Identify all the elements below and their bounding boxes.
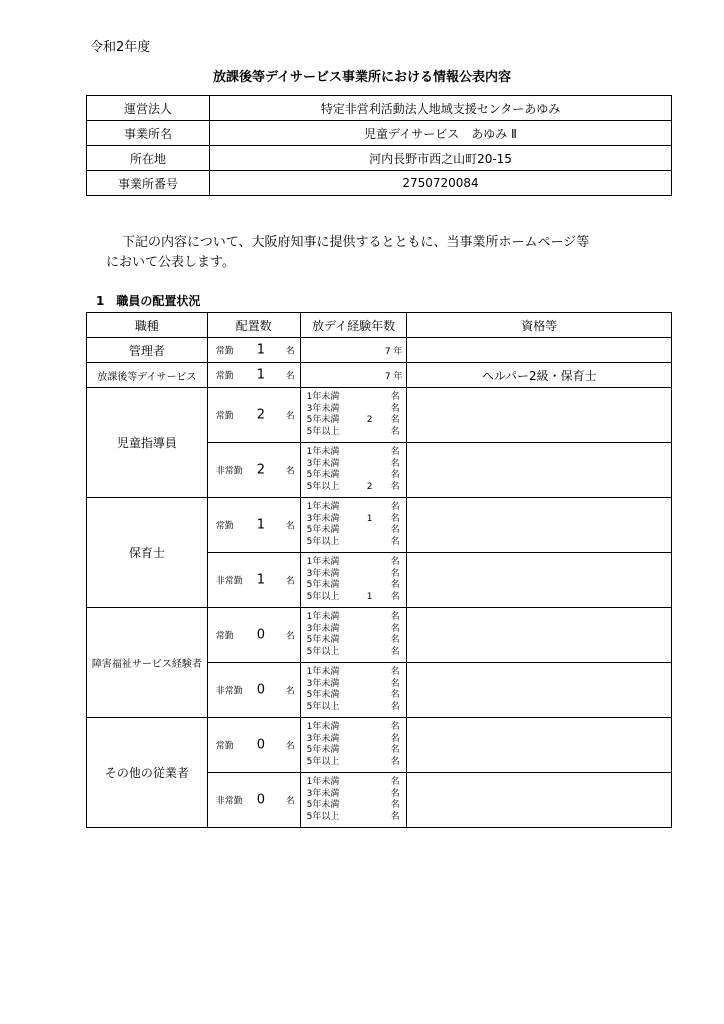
info-key: 事業所番号 [87, 171, 210, 196]
count-cell [207, 443, 300, 498]
role-cell: 放課後等デイサービス [87, 363, 208, 388]
bracket-label: 3年未満 [306, 733, 340, 744]
years-breakdown-cell [300, 443, 407, 498]
bracket-line [305, 404, 403, 416]
bracket-line [305, 415, 403, 427]
bracket-unit: 名 [390, 811, 400, 822]
bracket-unit: 名 [390, 635, 400, 645]
bracket-unit: 名 [390, 612, 400, 622]
count-unit: 名 [285, 346, 295, 357]
staff-table [86, 312, 672, 828]
bracket-label: 5年未満 [306, 800, 340, 810]
count-cell [207, 553, 300, 608]
bracket-label: 5年未満 [306, 525, 340, 535]
info-key: 運営法人 [87, 96, 210, 121]
info-key: 所在地 [87, 146, 210, 171]
bracket-label: 5年以上 [306, 426, 340, 437]
staff-count: 0 [256, 682, 266, 698]
header-cell: 職種 [87, 313, 208, 338]
employment-type: 常勤 [215, 346, 234, 357]
bracket-line [305, 537, 403, 549]
employment-type: 非常勤 [215, 796, 243, 807]
document-title: 放課後等デイサービス事業所における情報公表内容 [212, 70, 512, 85]
bracket-line [305, 592, 403, 604]
count-unit: 名 [285, 631, 295, 642]
employment-type: 常勤 [215, 631, 234, 642]
header-cell: 資格等 [407, 313, 672, 338]
staff-row-service [87, 363, 672, 388]
bracket-unit: 名 [390, 536, 400, 547]
staff-subrow-full [87, 718, 672, 773]
bracket-unit: 名 [390, 447, 400, 457]
employment-type: 非常勤 [215, 466, 243, 477]
bracket-line [305, 557, 403, 569]
bracket-label: 5年未満 [306, 470, 340, 480]
bracket-label: 5年以上 [306, 701, 340, 712]
employment-type: 常勤 [215, 411, 234, 422]
intro-line-2: において公表します。 [106, 255, 235, 270]
bracket-unit: 名 [390, 756, 400, 767]
bracket-unit: 名 [390, 568, 400, 579]
staff-subrow-full [87, 608, 672, 663]
staff-count: 1 [256, 367, 266, 383]
bracket-line [305, 745, 403, 757]
bracket-line [305, 647, 403, 659]
count-unit: 名 [285, 686, 295, 697]
bracket-label: 5年以上 [306, 591, 340, 602]
bracket-count: 2 [366, 481, 373, 492]
bracket-unit: 名 [390, 580, 400, 590]
bracket-unit: 名 [390, 667, 400, 677]
bracket-label: 1年未満 [306, 557, 340, 567]
staff-subrow-full [87, 498, 672, 553]
years-breakdown-cell [300, 718, 407, 773]
bracket-line [305, 624, 403, 636]
role-cell: その他の従業者 [87, 718, 208, 828]
bracket-line [305, 777, 403, 789]
info-value: 特定非営利活動法人地域支援センターあゆみ [210, 96, 672, 121]
bracket-label: 5年未満 [306, 690, 340, 700]
bracket-line [305, 514, 403, 526]
qualification-cell: ヘルパー2級・保育士 [407, 363, 672, 388]
bracket-label: 3年未満 [306, 788, 340, 799]
bracket-unit: 名 [390, 788, 400, 799]
bracket-label: 5年未満 [306, 745, 340, 755]
count-unit: 名 [285, 576, 295, 587]
bracket-line [305, 459, 403, 471]
bracket-unit: 名 [390, 745, 400, 755]
count-unit: 名 [285, 411, 295, 422]
header-cell: 配置数 [207, 313, 300, 338]
qualification-cell [407, 773, 672, 828]
bracket-unit: 名 [390, 470, 400, 480]
bracket-unit: 名 [390, 458, 400, 469]
bracket-line [305, 722, 403, 734]
bracket-label: 3年未満 [306, 513, 340, 524]
bracket-label: 1年未満 [306, 612, 340, 622]
info-row-facility-number [87, 171, 672, 196]
bracket-line [305, 502, 403, 514]
info-row-corporation [87, 96, 672, 121]
bracket-label: 5年以上 [306, 536, 340, 547]
employment-type: 常勤 [215, 371, 234, 382]
role-cell: 保育士 [87, 498, 208, 608]
years-breakdown-cell [300, 663, 407, 718]
bracket-unit: 名 [390, 513, 400, 524]
employment-type: 非常勤 [215, 686, 243, 697]
count-cell [207, 388, 300, 443]
header-cell: 放デイ経験年数 [300, 313, 407, 338]
years-unit: 年 [393, 346, 403, 357]
bracket-unit: 名 [390, 690, 400, 700]
bracket-label: 1年未満 [306, 777, 340, 787]
qualification-cell [407, 498, 672, 553]
bracket-line [305, 757, 403, 769]
qualification-cell [407, 608, 672, 663]
staff-count: 1 [256, 342, 266, 358]
bracket-label: 3年未満 [306, 568, 340, 579]
qualification-cell [407, 388, 672, 443]
bracket-line [305, 427, 403, 439]
bracket-line [305, 690, 403, 702]
staff-count: 1 [256, 517, 266, 533]
bracket-label: 1年未満 [306, 392, 340, 402]
bracket-label: 5年以上 [306, 646, 340, 657]
facility-info-table [86, 95, 672, 196]
role-cell: 障害福祉サービス経験者 [87, 608, 208, 718]
bracket-label: 5年未満 [306, 580, 340, 590]
staff-count: 2 [256, 407, 266, 423]
staff-count: 0 [256, 737, 266, 753]
info-row-address [87, 146, 672, 171]
staff-count: 1 [256, 572, 266, 588]
bracket-unit: 名 [390, 722, 400, 732]
bracket-line [305, 635, 403, 647]
intro-line-1: 下記の内容について、大阪府知事に提供するとともに、当事業所ホームページ等 [122, 235, 590, 250]
staff-count: 0 [256, 792, 266, 808]
role-cell: 児童指導員 [87, 388, 208, 498]
staff-header-row [87, 313, 672, 338]
count-cell [207, 338, 300, 363]
info-value: 河内長野市西之山町20-15 [210, 146, 672, 171]
years-value: 7 [384, 346, 391, 357]
years-cell [300, 338, 407, 363]
bracket-unit: 名 [390, 392, 400, 402]
years-cell [300, 363, 407, 388]
bracket-label: 1年未満 [306, 447, 340, 457]
bracket-unit: 名 [390, 800, 400, 810]
bracket-count: 1 [366, 591, 373, 602]
bracket-label: 5年以上 [306, 481, 340, 492]
bracket-line [305, 525, 403, 537]
section-heading-staff: 1 職員の配置状況 [96, 294, 201, 308]
employment-type: 非常勤 [215, 576, 243, 587]
bracket-label: 1年未満 [306, 667, 340, 677]
bracket-unit: 名 [390, 525, 400, 535]
qualification-cell [407, 718, 672, 773]
info-key: 事業所名 [87, 121, 210, 146]
bracket-line [305, 702, 403, 714]
bracket-label: 3年未満 [306, 623, 340, 634]
bracket-line [305, 667, 403, 679]
years-breakdown-cell [300, 608, 407, 663]
bracket-line [305, 612, 403, 624]
years-unit: 年 [393, 371, 403, 382]
count-cell [207, 663, 300, 718]
bracket-unit: 名 [390, 678, 400, 689]
count-unit: 名 [285, 466, 295, 477]
bracket-label: 1年未満 [306, 722, 340, 732]
qualification-cell [407, 553, 672, 608]
bracket-line [305, 800, 403, 812]
fiscal-year-label: 令和2年度 [90, 40, 151, 55]
info-value: 2750720084 [210, 171, 672, 196]
years-breakdown-cell [300, 498, 407, 553]
count-cell [207, 363, 300, 388]
years-breakdown-cell [300, 553, 407, 608]
staff-count: 2 [256, 462, 266, 478]
bracket-line [305, 569, 403, 581]
count-cell [207, 773, 300, 828]
bracket-label: 1年未満 [306, 502, 340, 512]
years-breakdown-cell [300, 388, 407, 443]
bracket-line [305, 447, 403, 459]
bracket-line [305, 789, 403, 801]
info-value: 児童デイサービス あゆみ Ⅱ [210, 121, 672, 146]
intro-paragraph [106, 233, 672, 273]
bracket-unit: 名 [390, 701, 400, 712]
bracket-unit: 名 [390, 481, 400, 492]
bracket-line [305, 679, 403, 691]
bracket-unit: 名 [390, 591, 400, 602]
qualification-cell [407, 338, 672, 363]
bracket-label: 5年未満 [306, 635, 340, 645]
employment-type: 常勤 [215, 521, 234, 532]
bracket-count: 2 [366, 415, 373, 425]
bracket-unit: 名 [390, 403, 400, 414]
bracket-label: 3年未満 [306, 403, 340, 414]
role-cell: 管理者 [87, 338, 208, 363]
bracket-line [305, 392, 403, 404]
bracket-unit: 名 [390, 777, 400, 787]
bracket-label: 5年以上 [306, 811, 340, 822]
info-row-facility-name [87, 121, 672, 146]
bracket-unit: 名 [390, 733, 400, 744]
employment-type: 常勤 [215, 741, 234, 752]
bracket-label: 3年未満 [306, 458, 340, 469]
bracket-unit: 名 [390, 557, 400, 567]
count-cell [207, 498, 300, 553]
bracket-line [305, 734, 403, 746]
bracket-line [305, 580, 403, 592]
bracket-label: 5年以上 [306, 756, 340, 767]
bracket-line [305, 470, 403, 482]
count-cell [207, 718, 300, 773]
count-unit: 名 [285, 796, 295, 807]
years-breakdown-cell [300, 773, 407, 828]
staff-count: 0 [256, 627, 266, 643]
count-unit: 名 [285, 521, 295, 532]
bracket-label: 3年未満 [306, 678, 340, 689]
count-cell [207, 608, 300, 663]
bracket-count: 1 [366, 513, 373, 524]
count-unit: 名 [285, 741, 295, 752]
bracket-unit: 名 [390, 502, 400, 512]
bracket-unit: 名 [390, 623, 400, 634]
qualification-cell [407, 663, 672, 718]
bracket-unit: 名 [390, 426, 400, 437]
count-unit: 名 [285, 371, 295, 382]
bracket-label: 5年未満 [306, 415, 340, 425]
years-value: 7 [384, 371, 391, 382]
bracket-line [305, 812, 403, 824]
staff-subrow-full [87, 388, 672, 443]
staff-row-manager [87, 338, 672, 363]
bracket-unit: 名 [390, 646, 400, 657]
qualification-cell [407, 443, 672, 498]
bracket-unit: 名 [390, 415, 400, 425]
bracket-line [305, 482, 403, 494]
